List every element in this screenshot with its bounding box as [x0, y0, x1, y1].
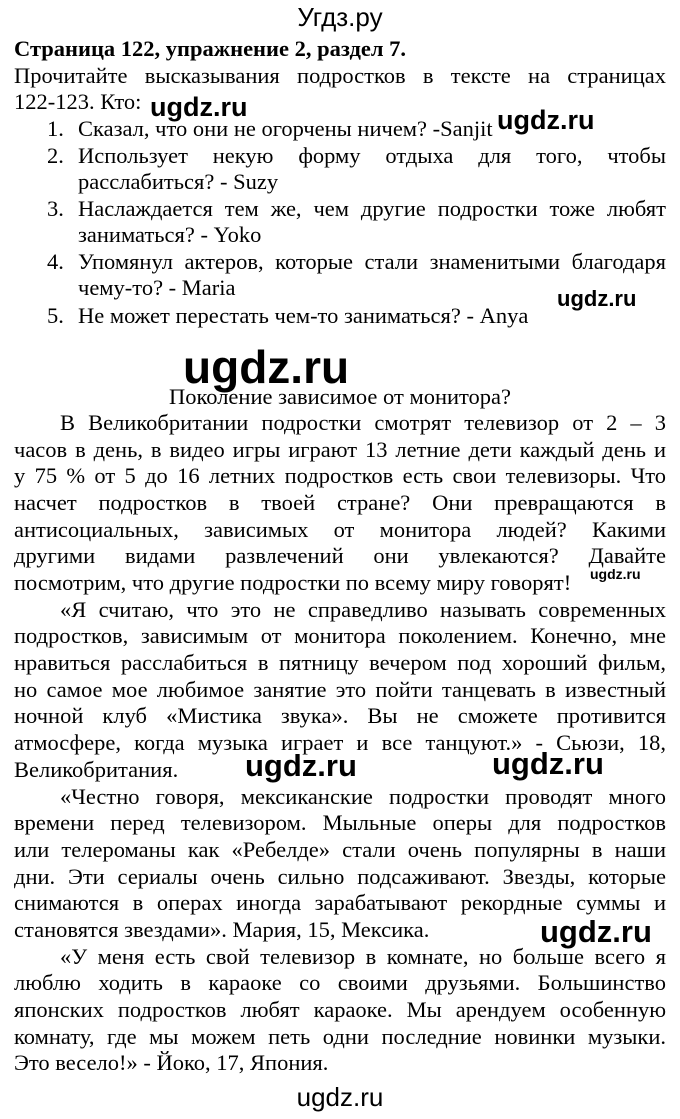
- watermark: ugdz.ru: [557, 286, 637, 311]
- list-item-continued: расслабиться? - Suzy: [78, 169, 279, 194]
- list-item-continued: заниматься? - Yoko: [78, 222, 262, 247]
- paragraph-line: «Я считаю, что это не справедливо называть современных: [60, 597, 666, 622]
- site-header: Угдз.ру: [297, 2, 383, 32]
- paragraph-line: В Великобритании подростки смотрят телевизор от 2 – 3: [60, 410, 666, 435]
- watermark: ugdz.ru: [497, 105, 595, 135]
- list-item: Использует некую форму отдыха для того, чтобы: [78, 143, 666, 168]
- paragraph-line: другими видами развлечений они увлекаются? Давайте: [14, 543, 666, 568]
- paragraph-line: часов в день, в видео игры играют 13 летние дети каждый день и: [14, 437, 666, 462]
- paragraph-line: становятся звездами». Мария, 15, Мексика.: [14, 917, 430, 942]
- watermark: ugdz.ru: [245, 748, 357, 783]
- paragraph-line: нравиться расслабиться в пятницу вечером под хороший фильм,: [14, 650, 666, 675]
- list-item: Упомянул актеров, которые стали знаменитыми благодаря: [78, 249, 666, 274]
- list-number: 4.: [47, 249, 64, 274]
- paragraph-line: подростков, зависимым от монитора поколением. Конечно, мне: [14, 623, 666, 648]
- paragraph-line: дни. Эти сериалы очень сильно подсаживают. Звезды, которые: [14, 864, 666, 889]
- paragraph-line: Великобритания.: [14, 757, 179, 782]
- paragraph-line: или телероманы как «Ребелде» стали очень популярны в наши: [14, 837, 666, 862]
- paragraph-line: «У меня есть свой телевизор в комнате, но больше всего я: [60, 944, 666, 969]
- paragraph-line: антисоциальных, зависимых от монитора людей? Какими: [14, 517, 666, 542]
- list-item: Не может перестать чем-то заниматься? - Anya: [78, 303, 529, 328]
- watermark: ugdz.ru: [590, 566, 641, 582]
- paragraph-line: времени перед телевизором. Мыльные оперы для подростков: [14, 810, 666, 835]
- watermark: ugdz.ru: [183, 341, 350, 393]
- intro-line: Прочитайте высказывания подростков в тексте на страницах: [14, 63, 666, 88]
- list-item: Сказал, что они не огорчены ничем? -Sanjit: [78, 116, 493, 141]
- list-item: Наслаждается тем же, чем другие подростки тоже любят: [78, 196, 666, 221]
- list-number: 3.: [47, 196, 64, 221]
- watermark: ugdz.ru: [492, 746, 604, 781]
- list-number: 1.: [47, 116, 64, 141]
- paragraph-line: посмотрим, что другие подростки по всему миру говорят!: [14, 570, 572, 595]
- paragraph-line: но самое мое любимое занятие это пойти танцевать в известный: [14, 677, 666, 702]
- watermark: ugdz.ru: [150, 92, 248, 122]
- paragraph-line: комнату, где мы можем петь одни последние новинки музыки.: [14, 1024, 666, 1049]
- list-item-continued: чему-то? - Maria: [78, 275, 236, 300]
- paragraph-line: Это весело!» - Йоко, 17, Япония.: [14, 1050, 329, 1075]
- article-title: Поколение зависимое от монитора?: [168, 384, 512, 409]
- paragraph-line: «Честно говоря, мексиканские подростки проводят много: [60, 784, 666, 809]
- list-number: 2.: [47, 143, 64, 168]
- paragraph-line: у 75 % от 5 до 16 летних подростков есть свои телевизоры. Что: [14, 463, 666, 488]
- exercise-title: Страница 122, упражнение 2, раздел 7.: [14, 36, 406, 61]
- watermark: ugdz.ru: [540, 914, 652, 949]
- paragraph-line: снимаются в операх иногда зарабатывают рекордные суммы и: [14, 890, 666, 915]
- list-number: 5.: [47, 303, 64, 328]
- paragraph-line: ночной клуб «Мистика звука». Вы не сможете противится: [14, 703, 666, 728]
- intro-line: 122-123. Кто:: [14, 89, 142, 114]
- paragraph-line: атмосфере, когда музыка играет и все танцуют.» - Сьюзи, 18,: [14, 730, 666, 755]
- paragraph-line: японских подростков любят караоке. Мы арендуем особенную: [14, 997, 666, 1022]
- site-footer: ugdz.ru: [296, 1082, 384, 1112]
- paragraph-line: насчет подростков в твоей стране? Они превращаются в: [14, 490, 666, 515]
- paragraph-line: люблю ходить в караоке со своими друзьями. Большинство: [14, 970, 666, 995]
